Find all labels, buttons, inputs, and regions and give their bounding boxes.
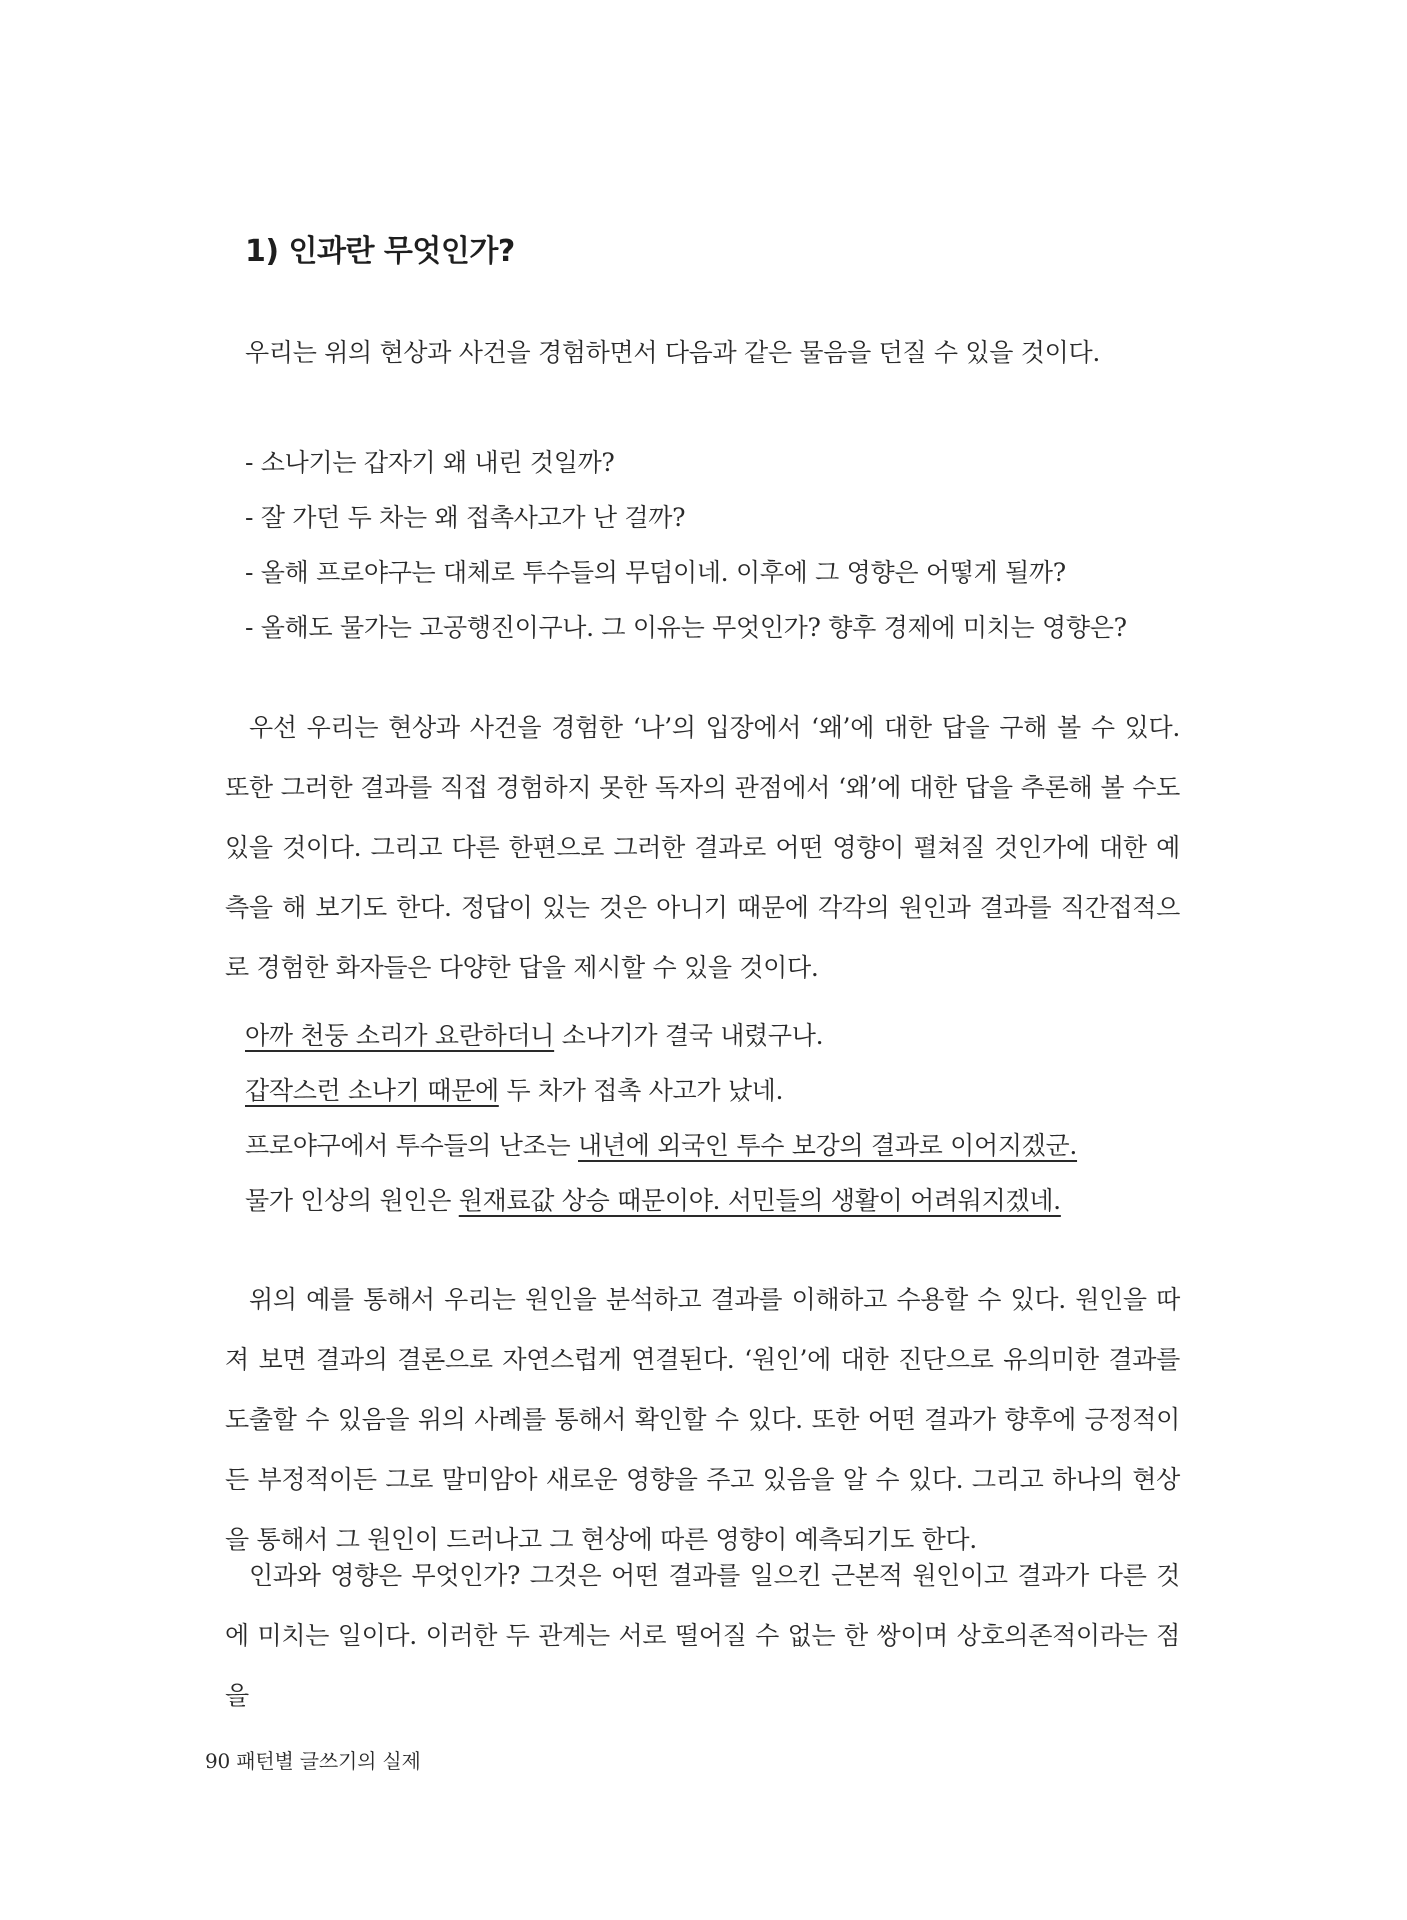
example-text: 물가 인상의 원인은 xyxy=(245,1186,459,1215)
question-item: - 잘 가던 두 차는 왜 접촉사고가 난 걸까? xyxy=(245,503,686,532)
example-text: 프로야구에서 투수들의 난조는 xyxy=(245,1131,578,1160)
book-title: 패턴별 글쓰기의 실제 xyxy=(236,1749,421,1773)
question-item: - 올해도 물가는 고공행진이구나. 그 이유는 무엇인가? 향후 경제에 미치는 영향은? xyxy=(245,613,1127,642)
example-line xyxy=(245,1018,823,1054)
body-paragraph: 우선 우리는 현상과 사건을 경험한 ‘나’의 입장에서 ‘왜’에 대한 답을 구해 볼 수 있다. 또한 그러한 결과를 직접 경험하지 못한 독자의 관점에서 ‘왜’에 대한 답을 추론해 볼 수도 있을 것이다. 그리고 다른 한편으로 그러한 결과로 어떤 영향이 펼쳐질 것인가에 대한 예측을 해 보기도 한다. 정답이 있는 것은 아니기 때문에 각각의 원인과 결과를 직간접적으로 경험한 화자들은 다양한 답을 제시할 수 있을 것이다. xyxy=(225,713,1180,982)
underlined-phrase: 원재료값 상승 때문이야. 서민들의 생활이 어려워지겠네. xyxy=(458,1186,1061,1215)
question-item: - 소나기는 갑자기 왜 내린 것일까? xyxy=(245,448,615,477)
section-heading: 1) 인과란 무엇인가? xyxy=(245,234,515,269)
intro-sentence: 우리는 위의 현상과 사건을 경험하면서 다음과 같은 물음을 던질 수 있을 것이다. xyxy=(245,338,1100,367)
question-item: - 올해 프로야구는 대체로 투수들의 무덤이네. 이후에 그 영향은 어떻게 될까? xyxy=(245,558,1066,587)
body-paragraph: 인과와 영향은 무엇인가? 그것은 어떤 결과를 일으킨 근본적 원인이고 결과가 다른 것에 미치는 일이다. 이러한 두 관계는 서로 떨어질 수 없는 한 쌍이며 상호의존적이라는 점을 xyxy=(225,1561,1180,1710)
underlined-phrase: 아까 천둥 소리가 요란하더니 xyxy=(245,1021,555,1050)
page-footer xyxy=(205,1745,421,1774)
example-line xyxy=(245,1073,783,1109)
example-text: 소나기가 결국 내렸구나. xyxy=(554,1021,824,1050)
body-paragraph: 위의 예를 통해서 우리는 원인을 분석하고 결과를 이해하고 수용할 수 있다. 원인을 따져 보면 결과의 결론으로 자연스럽게 연결된다. ‘원인’에 대한 진단으로 유의미한 결과를 도출할 수 있음을 위의 사례를 통해서 확인할 수 있다. 또한 어떤 결과가 향후에 긍정적이든 부정적이든 그로 말미암아 새로운 영향을 주고 있음을 알 수 있다. 그리고 하나의 현상을 통해서 그 원인이 드러나고 그 현상에 따른 영향이 예측되기도 한다. xyxy=(225,1285,1180,1554)
page-number: 90 xyxy=(205,1749,231,1773)
example-line xyxy=(245,1183,1061,1219)
example-text: 두 차가 접촉 사고가 났네. xyxy=(498,1076,784,1105)
example-line xyxy=(245,1128,1077,1164)
underlined-phrase: 내년에 외국인 투수 보강의 결과로 이어지겠군. xyxy=(578,1131,1078,1160)
underlined-phrase: 갑작스런 소나기 때문에 xyxy=(245,1076,499,1105)
